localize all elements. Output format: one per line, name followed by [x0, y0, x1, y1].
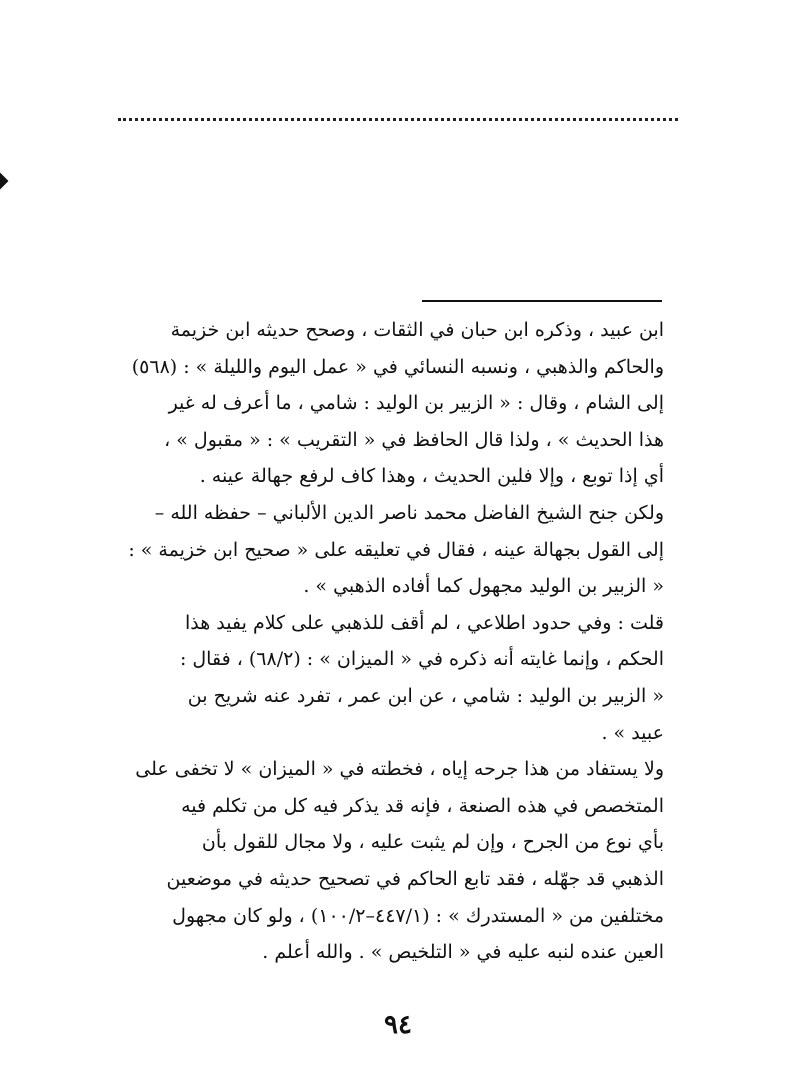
page-edge-mark	[0, 173, 8, 190]
text-line: أي إذا توبع ، وإلا فلين الحديث ، وهذا كاف لرفع جهالة عينه .	[199, 465, 664, 488]
footnote-separator-rule	[422, 300, 662, 302]
text-line: بأي نوع من الجرح ، وإن لم يثبت عليه ، ولا مجال للقول بأن	[201, 831, 664, 854]
text-line: عبيد » .	[601, 721, 664, 744]
text-line: إلى القول بجهالة عينه ، فقال في تعليقه على « صحيح ابن خزيمة » :	[128, 538, 664, 561]
text-line: مختلفين من « المستدرك » : (٤٤٧/١–١٠٠/٢) ، ولو كان مجهول	[172, 904, 664, 927]
text-line: قلت : وفي حدود اطلاعي ، لم أقف للذهبي على كلام يفيد هذا	[185, 611, 664, 634]
text-line: ولا يستفاد من هذا جرحه إياه ، فخطته في « الميزان » لا تخفى على	[135, 758, 664, 781]
text-line: « الزبير بن الوليد مجهول كما أفاده الذهبي » .	[303, 575, 664, 598]
footnote-text-block	[112, 312, 664, 971]
page-number: ٩٤	[384, 1010, 412, 1040]
text-line: الذهبي قد جهّله ، فقد تابع الحاكم في تصحيح حديثه في موضعين	[166, 867, 664, 890]
text-line: هذا الحديث » ، ولذا قال الحافظ في « التقريب » : « مقبول » ،	[164, 428, 664, 451]
text-line: والحاكم والذهبي ، ونسبه النسائي في « عمل اليوم والليلة » : (٥٦٨)	[131, 355, 664, 378]
text-line: إلى الشام ، وقال : « الزبير بن الوليد : شامي ، ما أعرف له غير	[168, 392, 664, 415]
text-line: العين عنده لنبه عليه في « التلخيص » . والله أعلم .	[262, 941, 664, 964]
text-line: ابن عبيد ، وذكره ابن حبان في الثقات ، وصحح حديثه ابن خزيمة	[170, 319, 664, 341]
text-line: ولكن جنح الشيخ الفاضل محمد ناصر الدين الألباني – حفظه الله –	[154, 501, 664, 524]
header-dotted-rule	[118, 118, 678, 121]
text-line: « الزبير بن الوليد : شامي ، عن ابن عمر ، تفرد عنه شريح بن	[187, 684, 664, 707]
text-line: الحكم ، وإنما غايته أنه ذكره في « الميزان » : (٦٨/٢) ، فقال :	[179, 648, 664, 671]
text-line: المتخصص في هذه الصنعة ، فإنه قد يذكر فيه كل من تكلم فيه	[181, 794, 664, 817]
